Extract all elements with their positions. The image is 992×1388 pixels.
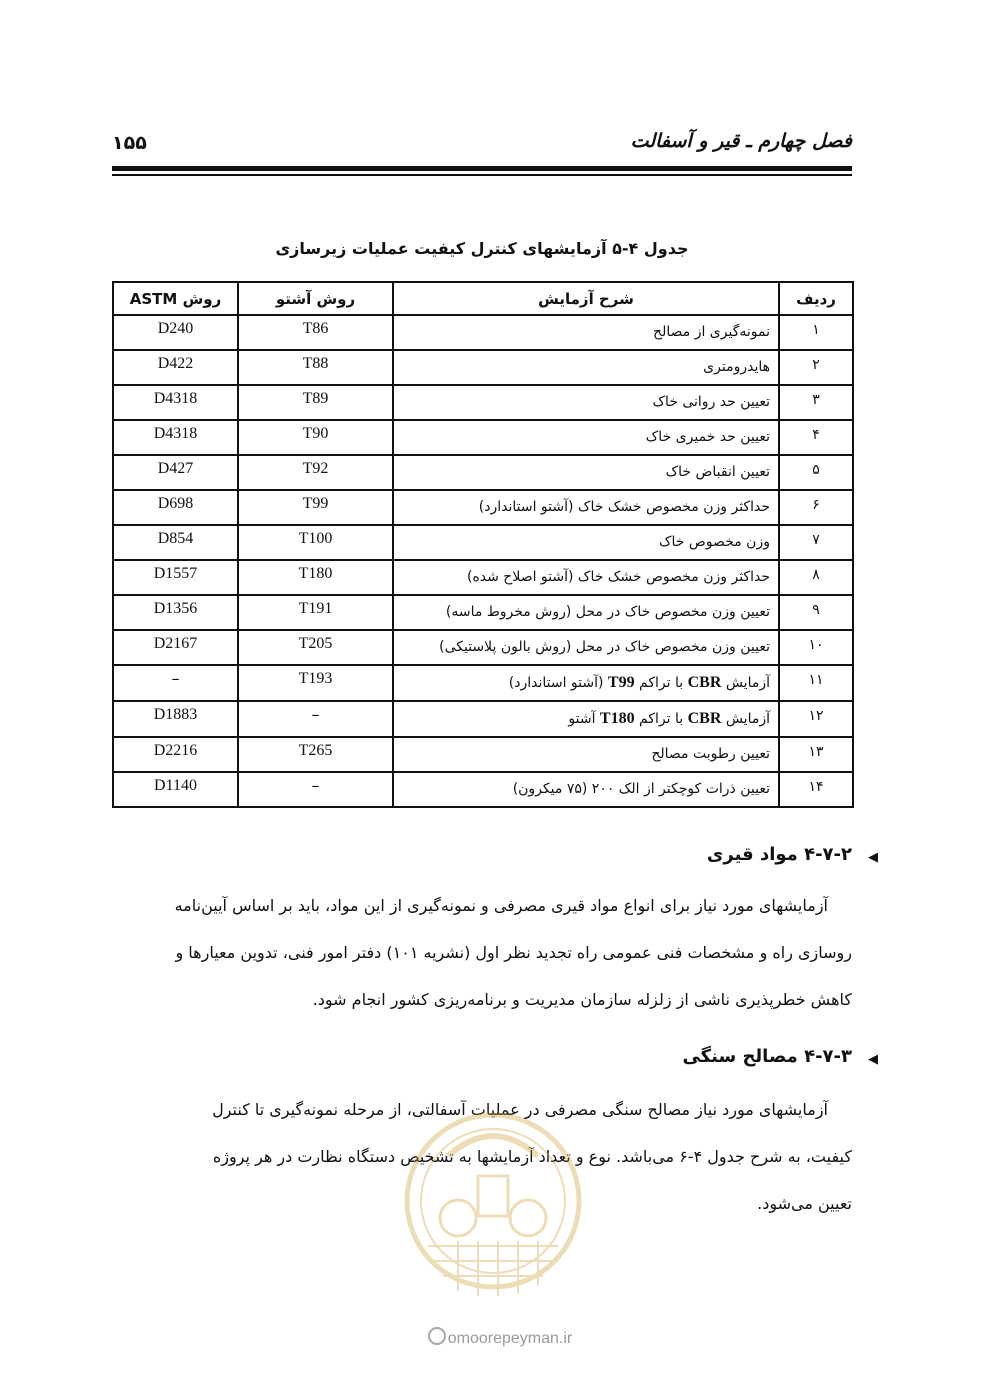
row-description: تعیین رطوبت مصالح: [393, 737, 779, 772]
row-number: ۱۱: [779, 665, 853, 701]
row-description: تعیین ذرات کوچکتر از الک ۲۰۰ (۷۵ میکرون): [393, 772, 779, 807]
row-description: تعیین حد روانی خاک: [393, 385, 779, 420]
desc-method: T99: [607, 674, 635, 691]
table-row: [113, 455, 853, 490]
desc-pre: آزمایش: [725, 711, 770, 727]
row-astm: D2167: [113, 630, 238, 665]
paragraph-line: آزمایشهای مورد نیاز مصالح سنگی مصرفی در عملیات آسفالتی، از مرحله نمونه‌گیری تا کنترل: [212, 1100, 828, 1119]
row-aashto: T92: [238, 455, 393, 490]
row-astm: D4318: [113, 420, 238, 455]
table-row: [113, 315, 853, 350]
table-row: [113, 701, 853, 737]
desc-cbr: CBR: [687, 674, 722, 691]
header-description: شرح آزمایش: [393, 282, 779, 315]
row-aashto: T100: [238, 525, 393, 560]
header-astm: روش ASTM: [113, 282, 238, 315]
row-description: تعیین حد خمیری خاک: [393, 420, 779, 455]
row-astm: D422: [113, 350, 238, 385]
row-astm: D2216: [113, 737, 238, 772]
section-bullet: ◀: [868, 850, 878, 865]
table-row: [113, 630, 853, 665]
row-description: وزن مخصوص خاک: [393, 525, 779, 560]
paragraph-line: کیفیت، به شرح جدول ۴-۶ می‌باشد. نوع و تعداد آزمایشها به تشخیص دستگاه نظارت در هر پروژه: [212, 1147, 852, 1166]
header-aashto: روش آشتو: [238, 282, 393, 315]
row-astm: D4318: [113, 385, 238, 420]
row-aashto: T193: [238, 665, 393, 701]
row-astm: D427: [113, 455, 238, 490]
row-description: نمونه‌گیری از مصالح: [393, 315, 779, 350]
header-rule-thick: [112, 166, 852, 171]
row-number: ۷: [779, 525, 853, 560]
paragraph-line: تعیین می‌شود.: [757, 1194, 852, 1213]
row-astm: D1883: [113, 701, 238, 737]
chapter-title: فصل چهارم ـ قیر و آسفالت: [630, 130, 852, 152]
tests-table: [112, 281, 854, 808]
globe-icon: [428, 1327, 446, 1345]
row-astm: D1140: [113, 772, 238, 807]
row-description: هایدرومتری: [393, 350, 779, 385]
table-row: [113, 560, 853, 595]
desc-post: آشتو: [568, 711, 596, 727]
row-number: ۵: [779, 455, 853, 490]
table-row: [113, 490, 853, 525]
row-number: ۹: [779, 595, 853, 630]
table-row: [113, 737, 853, 772]
row-description: حداکثر وزن مخصوص خشک خاک (آشتو استاندارد): [393, 490, 779, 525]
page-number: ۱۵۵: [112, 132, 147, 154]
watermark-url: omoorepeyman.ir: [400, 1327, 600, 1348]
table-row: [113, 385, 853, 420]
page-header: [112, 124, 852, 164]
table-row: [113, 595, 853, 630]
row-aashto: T89: [238, 385, 393, 420]
section-heading-bitumen: ۴-۷-۲ مواد قیری: [706, 844, 852, 865]
row-description: تعیین وزن مخصوص خاک در محل (روش مخروط ماسه): [393, 595, 779, 630]
desc-post: (آشتو استاندارد): [508, 675, 604, 691]
row-astm: D1356: [113, 595, 238, 630]
watermark-logo-icon: [388, 1096, 598, 1311]
paragraph-line: روسازی راه و مشخصات فنی عمومی راه تجدید نظر اول (نشریه ۱۰۱) دفتر امور فنی، تدوین معیارها و: [175, 943, 852, 962]
row-description: تعیین وزن مخصوص خاک در محل (روش بالون پلاستیکی): [393, 630, 779, 665]
row-aashto: T99: [238, 490, 393, 525]
row-aashto: T180: [238, 560, 393, 595]
row-astm: D854: [113, 525, 238, 560]
row-astm: D698: [113, 490, 238, 525]
row-aashto: T265: [238, 737, 393, 772]
row-aashto: T90: [238, 420, 393, 455]
header-rule-thin: [112, 174, 852, 176]
row-number: ۳: [779, 385, 853, 420]
paragraph-line: کاهش خطرپذیری ناشی از زلزله سازمان مدیریت و برنامه‌ریزی کشور انجام شود.: [312, 990, 852, 1009]
table-row: [113, 420, 853, 455]
table-row: [113, 525, 853, 560]
section-heading-aggregates: ۴-۷-۳ مصالح سنگی: [682, 1046, 852, 1067]
row-description: تعیین انقباض خاک: [393, 455, 779, 490]
row-aashto: T88: [238, 350, 393, 385]
desc-mid: با تراکم: [639, 711, 684, 727]
row-number: ۱۳: [779, 737, 853, 772]
row-aashto: –: [238, 701, 393, 737]
desc-method: T180: [599, 710, 635, 727]
table-row: [113, 350, 853, 385]
row-number: ۴: [779, 420, 853, 455]
row-description: [393, 665, 779, 701]
table-header-row: [113, 282, 853, 315]
table-caption: جدول ۴-۵ آزمایشهای کنترل کیفیت عملیات زیرسازی: [275, 239, 689, 258]
row-number: ۱: [779, 315, 853, 350]
row-description: [393, 701, 779, 737]
desc-pre: آزمایش: [725, 675, 770, 691]
row-number: ۲: [779, 350, 853, 385]
table-row: [113, 665, 853, 701]
row-aashto: T86: [238, 315, 393, 350]
section-paragraph-bitumen: [112, 882, 852, 1023]
desc-mid: با تراکم: [639, 675, 684, 691]
row-aashto: T205: [238, 630, 393, 665]
table-row: [113, 772, 853, 807]
header-row-number: ردیف: [779, 282, 853, 315]
row-astm: D1557: [113, 560, 238, 595]
desc-cbr: CBR: [687, 710, 722, 727]
row-number: ۸: [779, 560, 853, 595]
row-number: ۱۴: [779, 772, 853, 807]
row-number: ۱۰: [779, 630, 853, 665]
paragraph-line: آزمایشهای مورد نیاز برای انواع مواد قیری مصرفی و نمونه‌گیری از این مواد، باید بر اساس آیین‌نامه: [174, 896, 828, 915]
row-number: ۶: [779, 490, 853, 525]
row-aashto: –: [238, 772, 393, 807]
row-aashto: T191: [238, 595, 393, 630]
row-description: حداکثر وزن مخصوص خشک خاک (آشتو اصلاح شده): [393, 560, 779, 595]
section-bullet: ◀: [868, 1052, 878, 1067]
row-astm: D240: [113, 315, 238, 350]
row-astm: –: [113, 665, 238, 701]
row-number: ۱۲: [779, 701, 853, 737]
